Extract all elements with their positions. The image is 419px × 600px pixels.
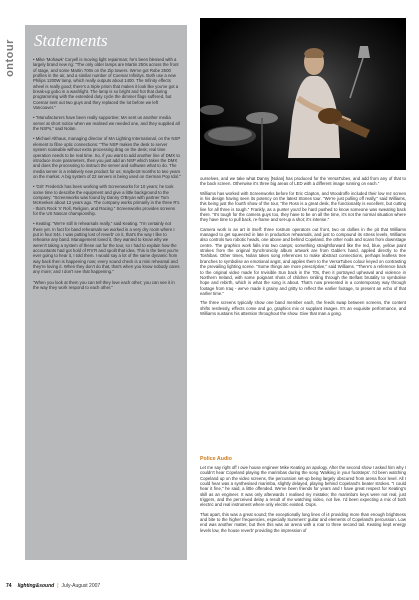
sidebar-body [33, 57, 181, 295]
body-paragraph: The three screens typically show one band member each, the feeds swap between screens, the content shifts restlessly, effects come and go, graphics mix or supplant images. It's an exquisite performance, and Williams sustains his attention throughout the show. Give that man a gong. [200, 300, 406, 316]
issue-date: July-August 2007 [61, 583, 101, 589]
body-paragraph: Williams has worked with Screenworks before for Eric Clapton, and Woodroffe included their low rez screen in his design having seen its potency on the latest Stones tour. "We're just pulling off really," said Williams, this being just the fourth show of the tour, "the Ross is a great desk, the functionality is excellent, but cutting live for all three is tough." Frankly, as a punter you'd be hard pushed to know someone was sweating back there. "It's tough for the camera guys too, they have to be on all the time, it's not the normal situation where they have time to pull back, re-frame and set-up a shot; it's intense." [200, 190, 406, 223]
section-tab-label: ontour [4, 39, 16, 77]
section-heading: Police Audio [200, 456, 232, 462]
magazine-brand: lighting&sound [17, 583, 55, 589]
footer-separator: | [57, 583, 59, 589]
body-paragraph: Camera work is an art in itself: three rostrum operators out front, two on dollies in the pit that Williams managed to get squeezed in late in production rehearsals, and just to compound its stress levels, Williams also controls two robotic heads, one above and behind Copeland, the other nods and scans from downstage centre. The graphics work falls into two camps; something straightforward like the red, blue, yellow paint strokes from the original Synchronicity album artwork are from Gable's hand, applied directly to the Toshibas. Other times, Nolan takes song references to make abstract connections, perhaps leafless tree branches to symbolise an emotional angst, and applies them to the VersaTubes colour keyed on contrasting the prevailing lighting scene. "Some things are more prescriptive," said Williams. "There's a reference back to the original video made for Invisible Sun back in the 70s, then it portrayed upheaval and violence in Northern Ireland, with some poignant shots of children smiling through the Belfast brutality to symbolise hope and rebirth, which is what the song is about. That's now presented in a contemporary way through footage from Iraq - we've made it grainy and gritty to reflect the earlier footage, to present an echo of that earlier time." [200, 226, 406, 296]
stage-photo-icon [200, 18, 406, 170]
body-paragraph: Let me say right off I owe house engineer Mike Keating an apology. After the second show I asked him why I couldn't hear Copeland playing the marimbas during the song 'Walking in your footsteps'. I'd been watching Copeland up on the video screens, the percussion set-up being largely obscured from arena floor level. All I could hear was a synthesised marimba, slightly delayed, playing behind Copeland's beater strokes. "I could hear it fine," he said, a little offended. We've been friends for years and I have great respect for Keating's skill as an engineer. It was only afterwards I realised my mistake; the marimba's keys were not real, just triggers, and the perceived delay a result of me watching video, not live. I'd been expecting a mix of both electric and real instrument where only electric existed. Oops. [200, 465, 406, 508]
main-column-top [200, 176, 406, 320]
sidebar-title: Statements [34, 31, 108, 50]
section-tab [0, 18, 20, 98]
page-number: 74 [6, 583, 12, 589]
sidebar-paragraph: • Michael Althaus, managing director of MA Lighting International, on the NSP element to fibre optic connections: "The NSP makes the desk to server system scaleable without extra processing drag on the desk; real time operation needs to be real time. So, if you want to add another line of DMX to introduce more parameters, then you just add an NSP which takes the DMX and does the processing to instruct the server and software what to do. The media server is a relatively new product for us; maybe18 months to two years on the market. A big system of 22 servers is being used on German Pop Idol." [33, 136, 181, 179]
main-column-bottom [200, 465, 406, 537]
statements-sidebar [25, 25, 187, 560]
body-paragraph: That apart, this was a great sound; the exceptionally long lines of i4 providing more than enough brightness and bite to the higher frequencies, especially Summers' guitar and elements of Copeland's percussion. Low end was another matter, but then this was an arena with a roar to three second tail. Keating kept energy levels low, the house reverb' providing the impression of [200, 511, 406, 533]
stage-photo [200, 18, 406, 170]
sidebar-paragraph: "When you look at them you can tell they love each other; you can see it in the way they work respond to each other." [33, 279, 175, 291]
sidebar-paragraph: • Keating: "We're still in rehearsals really," said Keating. "I'm certainly not there yet. In fact for band rehearsals we worked in a very dry room where I put in four S4s. I was putting lost of reverb' on it, that's the way I like to rehearse any band. Management loved it, they wanted to know why we weren't taking a system of these out for the tour, so I had to explain how the accountants had got hold of R'n'R and spoilt that idea. This is the best you're ever going to hear it, I told them. I would say a lot of the same dynamic from way back then is happening now; every sound check is a mini rehearsal and they're loving it. When they don't do that, that's when you know nobody cares any more; and I don't see that happening." [33, 221, 180, 275]
sidebar-paragraph: • "Manufacturers have been really supportive; MA sent us another media server at short notice when we realised we needed one, and they supplied all the NSPs," said Nolan. [33, 115, 180, 132]
sidebar-paragraph: • Mike 'Mohawk' Coryell is moving light repairman; he's been blessed with a largely brand new rig: "The only older lamps are Martin 250s across the front of stage, and some Martin 700s on the Zip towers. We've got Robe 2500 profiles in the air, and a similar number of Coemar Infinitys. Both use a new Philips 1200W lamp, which really outputs about 1400. The Infinity effects wheel is really good; there's a triple prism that makes it look like you've got a break-up gobo in a washlight. The lamp is so bright and hot that during programming with the extended duty cycle the dimmer flags suffered, but Coemar sent out two guys and they replaced the lot before we left Vancouver." [33, 57, 179, 111]
page-footer [6, 581, 100, 591]
body-paragraph: ourselves, and we take what Danny [Nolan] has produced for the VersaTubes, and add from any of that to the back screen. Otherwise it's three big areas of LED with a different image running on each." [200, 176, 406, 187]
sidebar-paragraph: • 'Grit' Frederick has been working with Screenworks for 10 years; he took some time to describe the equipment and give a little background to the company: "Screenworks was found by Danny O'Bryan with partner Tom McKeeken about 12 years ago. The company works primarily in the three R's - that's Rock 'n' Roll, Religion, and Racing." Screenworks provides screens for the US Nascar championship. [33, 184, 180, 216]
